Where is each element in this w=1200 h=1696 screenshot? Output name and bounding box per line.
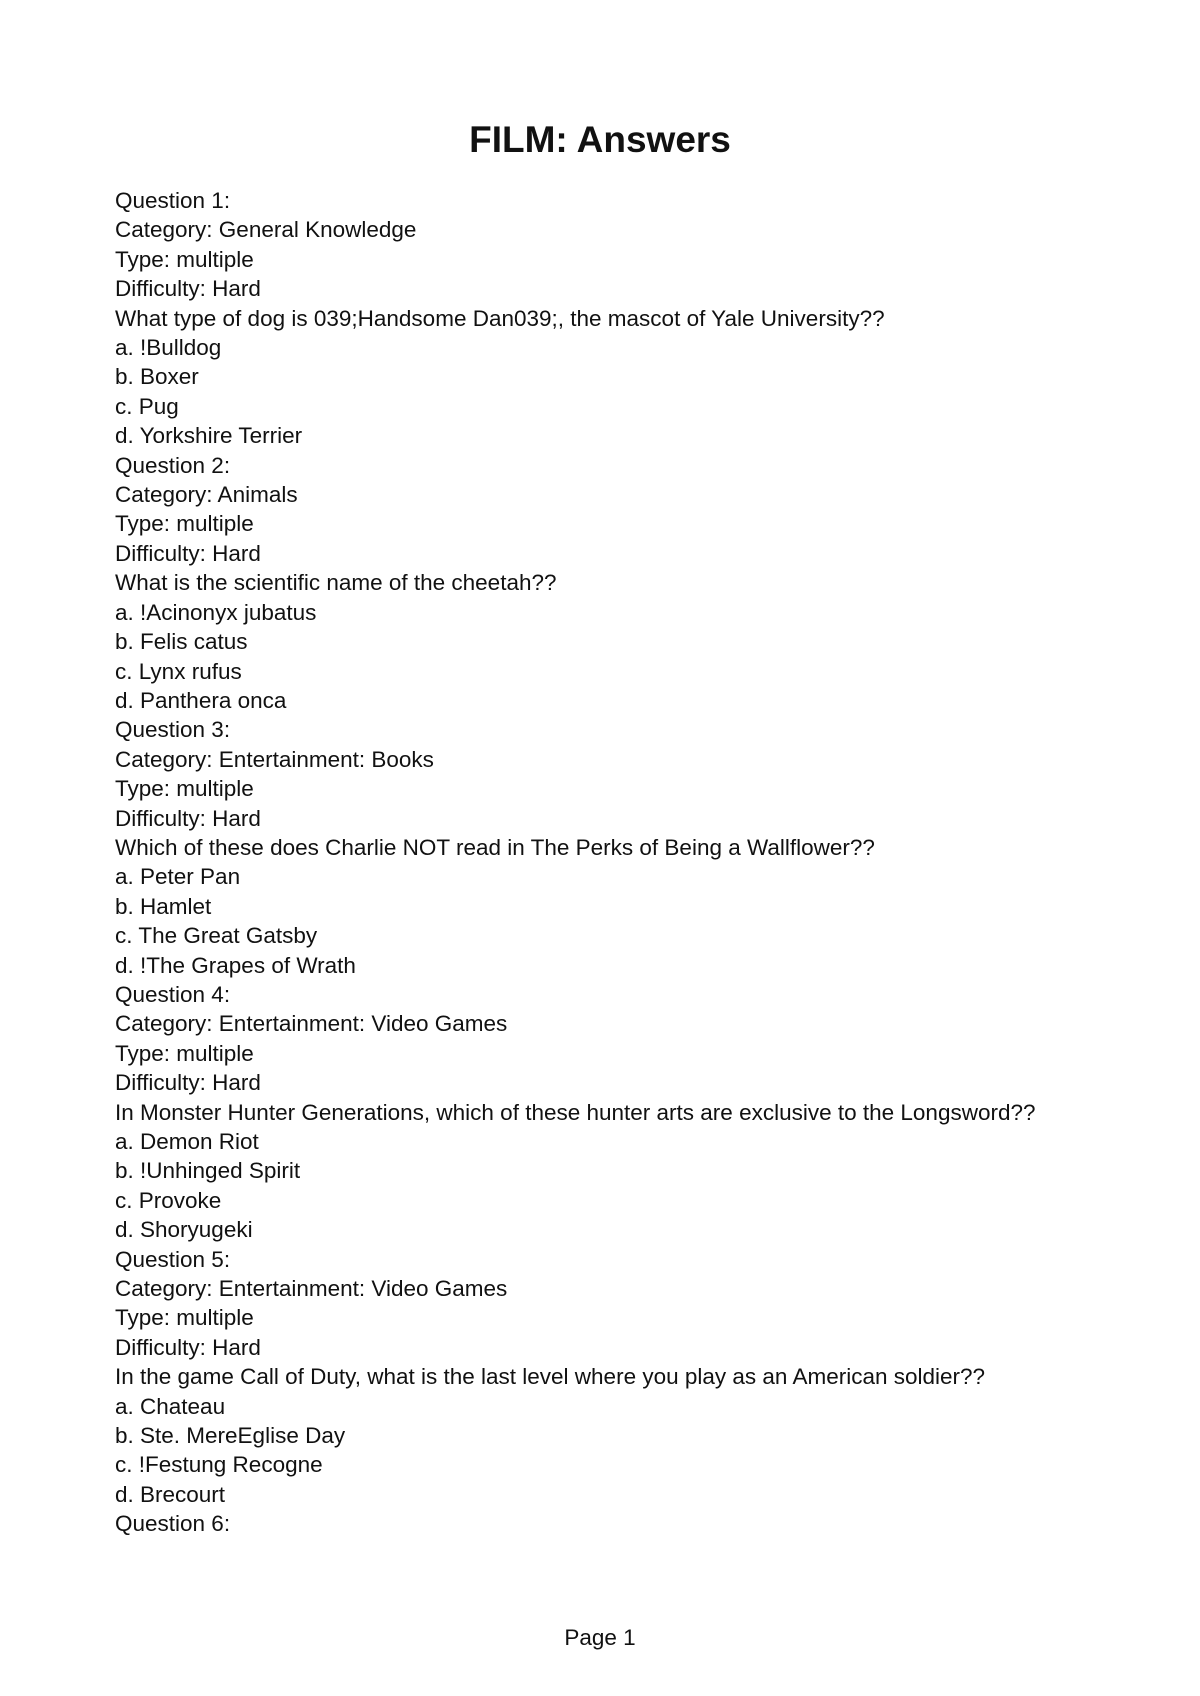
question-block-4 [115,980,1095,1245]
answer-option: a. !Acinonyx jubatus [115,599,317,625]
question-category: Category: General Knowledge [115,217,417,243]
answer-option: c. Pug [115,393,179,419]
question-text: Which of these does Charlie NOT read in The Perks of Being a Wallflower?? [115,834,875,860]
answer-option: b. Boxer [115,364,199,390]
answer-option: c. The Great Gatsby [115,923,318,949]
answer-option: c. Provoke [115,1187,222,1213]
question-heading: Question 4: [115,981,231,1007]
answer-option: a. Peter Pan [115,864,241,890]
answer-option: c. Lynx rufus [115,658,242,684]
answer-option: d. !The Grapes of Wrath [115,952,356,978]
question-type: Type: multiple [115,511,254,537]
question-text: What is the scientific name of the cheetah?? [115,570,557,596]
question-block-6 [115,1509,1095,1538]
page-number: Page 1 [564,1625,636,1650]
answer-option: d. Brecourt [115,1481,226,1507]
answer-option: b. Felis catus [115,629,248,655]
answer-option: a. Chateau [115,1393,226,1419]
answer-option: b. !Unhinged Spirit [115,1158,301,1184]
question-heading: Question 5: [115,1246,231,1272]
answer-option: a. !Bulldog [115,335,222,361]
question-difficulty: Difficulty: Hard [115,805,261,831]
question-category: Category: Entertainment: Video Games [115,1276,508,1302]
question-block-3 [115,715,1095,980]
question-type: Type: multiple [115,1040,254,1066]
question-list [115,186,1095,1539]
question-text: What type of dog is 039;Handsome Dan039;, the mascot of Yale University?? [115,305,885,331]
question-block-5 [115,1245,1095,1510]
question-difficulty: Difficulty: Hard [115,540,261,566]
answer-option: d. Panthera onca [115,687,287,713]
question-block-1 [115,186,1095,451]
question-difficulty: Difficulty: Hard [115,1070,261,1096]
answer-option: b. Hamlet [115,893,212,919]
question-difficulty: Difficulty: Hard [115,276,261,302]
question-type: Type: multiple [115,246,254,272]
answer-option: b. Ste. MereEglise Day [115,1423,346,1449]
question-difficulty: Difficulty: Hard [115,1334,261,1360]
question-category: Category: Entertainment: Books [115,746,434,772]
question-text: In Monster Hunter Generations, which of these hunter arts are exclusive to the Longsword?? [115,1099,1036,1125]
question-type: Type: multiple [115,1305,254,1331]
question-heading: Question 2: [115,452,231,478]
question-text: In the game Call of Duty, what is the last level where you play as an American soldier?? [115,1364,986,1390]
question-type: Type: multiple [115,776,254,802]
question-heading: Question 3: [115,717,231,743]
question-category: Category: Animals [115,482,298,508]
question-heading: Question 1: [115,188,231,213]
question-category: Category: Entertainment: Video Games [115,1011,508,1037]
question-heading: Question 6: [115,1511,231,1537]
answer-option: a. Demon Riot [115,1129,259,1154]
answer-option: d. Shoryugeki [115,1217,253,1243]
question-block-2 [115,451,1095,716]
answer-option: d. Yorkshire Terrier [115,423,303,449]
page-title: FILM: Answers [469,119,731,160]
answer-option: c. !Festung Recogne [115,1452,323,1478]
